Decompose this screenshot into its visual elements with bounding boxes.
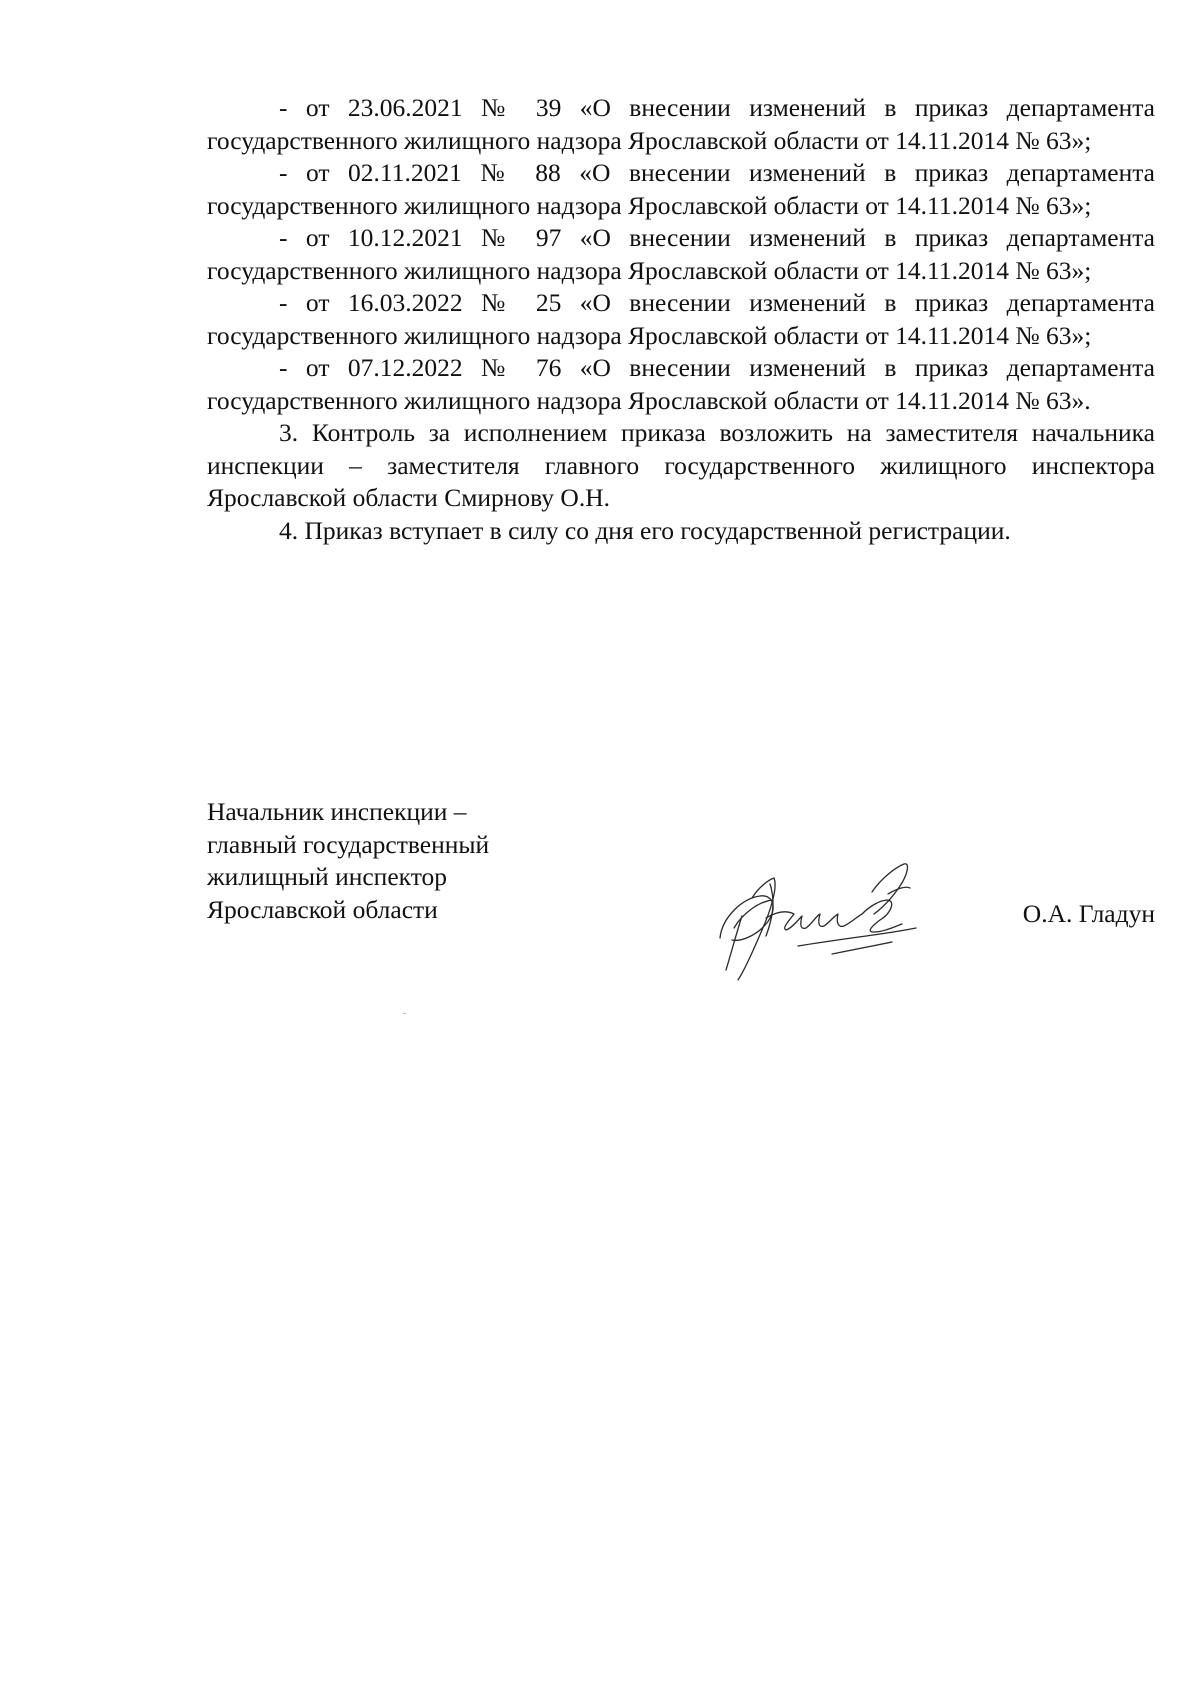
signature-block [207,796,1155,996]
signer-position-line-3: жилищный инспектор [207,862,448,891]
clause-4-effective-date: 4. Приказ вступает в силу со дня его государственной регистрации. [279,515,1011,545]
signer-name: О.А. Гладун [1022,899,1155,928]
document-body [207,92,1155,547]
signer-position [207,796,547,926]
handwritten-signature [712,858,922,988]
signer-position-line-1: Начальник инспекции – [207,797,467,826]
amendment-item-3: - от 10.12.2021 № 97 «О внесении изменений в приказ департамента государственного жилищного надзора Ярославской области от 14.11.2014 № 63»; [207,223,1155,285]
amendment-item-2: - от 02.11.2021 № 88 «О внесении изменений в приказ департамента государственного жилищного надзора Ярославской области от 14.11.2014 № 63»; [207,158,1155,220]
signer-position-line-4: Ярославской области [207,894,438,924]
scan-artifact [403,1013,406,1014]
amendment-item-1: - от 23.06.2021 № 39 «О внесении изменений в приказ департамента государственного жилищного надзора Ярославской области от 14.11.2014 № 63»; [207,93,1155,155]
clause-3-control: 3. Контроль за исполнением приказа возложить на заместителя начальника инспекции – заместителя главного государственного жилищного инспектора Ярославской области Смирнову О.Н. [207,418,1155,512]
amendment-item-4: - от 16.03.2022 № 25 «О внесении изменений в приказ департамента государственного жилищного надзора Ярославской области от 14.11.2014 № 63»; [207,288,1155,350]
amendment-item-5: - от 07.12.2022 № 76 «О внесении изменений в приказ департамента государственного жилищного надзора Ярославской области от 14.11.2014 № 63». [207,353,1155,415]
signer-position-line-2: главный государственный [207,829,490,859]
